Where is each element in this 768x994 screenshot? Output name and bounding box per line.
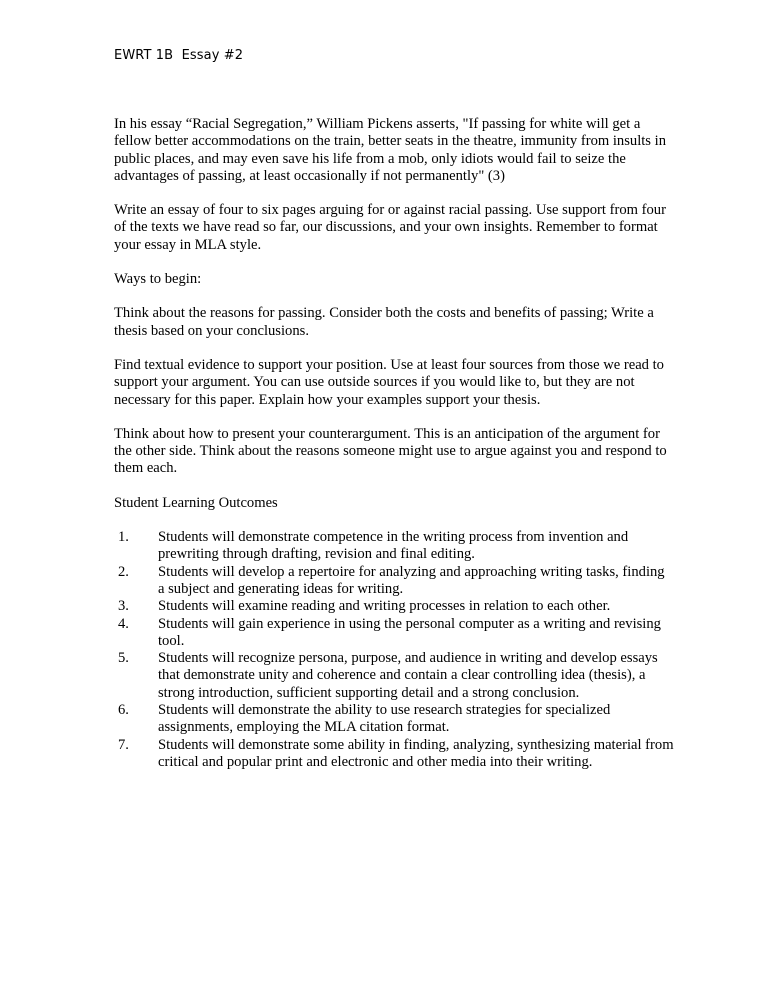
learning-outcomes-heading: Student Learning Outcomes [114, 494, 278, 511]
list-item-number: 6. [118, 702, 129, 719]
intro-quote-paragraph: In his essay “Racial Segregation,” William Pickens asserts, "If passing for white will get a fellow better accommodations on the train, better seats in the theatre, immunity from insults in public places, and may even save his life from a mob, only idiots would fail to seize the advantages of passing, at least occasionally if not permanently" (3) [114, 116, 666, 184]
list-item [114, 650, 674, 702]
document-body [114, 116, 674, 771]
list-item [114, 598, 674, 615]
list-item-number: 5. [118, 650, 129, 667]
list-item-text: Students will demonstrate some ability in finding, analyzing, synthesizing material from critical and popular print and electronic and other media into their writing. [158, 736, 674, 770]
list-item-text: Students will gain experience in using the personal computer as a writing and revising tool. [158, 615, 661, 649]
list-item-number: 3. [118, 598, 129, 615]
list-item-text: Students will demonstrate competence in the writing process from invention and prewriting through drafting, revision and final editing. [158, 529, 629, 563]
list-item-text: Students will demonstrate the ability to use research strategies for specialized assignments, employing the MLA citation format. [158, 702, 611, 736]
list-item-text: Students will examine reading and writing processes in relation to each other. [158, 598, 611, 615]
document-header: EWRT 1B Essay #2 [114, 48, 244, 63]
list-item [114, 702, 674, 737]
evidence-paragraph: Find textual evidence to support your position. Use at least four sources from those we read to support your argument. You can use outside sources if you would like to, but they are not necessary for this paper. Explain how your examples support your thesis. [114, 356, 664, 408]
list-item-number: 2. [118, 563, 129, 580]
list-item [114, 564, 674, 599]
counterargument-paragraph: Think about how to present your counterargument. This is an anticipation of the argument for the other side. Think about the reasons someone might use to argue against you and respond to them each. [114, 425, 667, 477]
list-item [114, 616, 674, 651]
list-item-number: 7. [118, 736, 129, 753]
list-item [114, 737, 674, 772]
assignment-paragraph: Write an essay of four to six pages arguing for or against racial passing. Use support from four of the texts we have read so far, our discussions, and your own insights. Remember to format your essay in MLA style. [114, 202, 666, 253]
learning-outcomes-list [114, 529, 674, 771]
list-item-number: 4. [118, 615, 129, 632]
list-item-text: Students will develop a repertoire for analyzing and approaching writing tasks, finding a subject and generating ideas for writing. [158, 563, 665, 597]
list-item [114, 529, 674, 564]
reasons-paragraph: Think about the reasons for passing. Consider both the costs and benefits of passing; Write a thesis based on your conclusions. [114, 305, 654, 339]
ways-to-begin-heading: Ways to begin: [114, 271, 202, 288]
list-item-number: 1. [118, 529, 129, 546]
list-item-text: Students will recognize persona, purpose, and audience in writing and develop essays that demonstrate unity and coherence and contain a clear controlling idea (thesis), a strong introduction, sufficient supporting detail and a strong conclusion. [158, 650, 658, 701]
